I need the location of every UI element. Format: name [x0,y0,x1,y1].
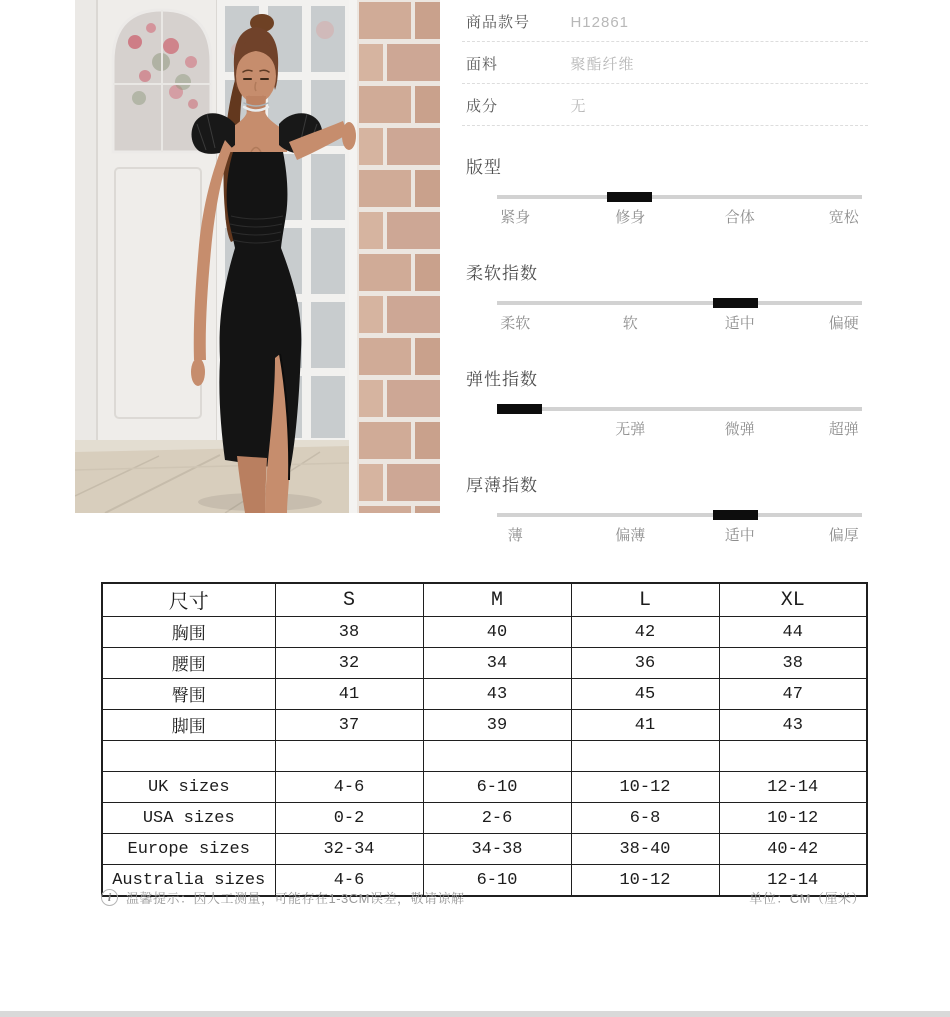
table-cell: Europe sizes [102,834,275,865]
slider-track-wrap [497,192,862,202]
table-header-cell: M [423,583,571,617]
table-cell: 2-6 [423,803,571,834]
slider-track [497,301,862,305]
table-cell: 36 [571,648,719,679]
table-cell [102,741,275,772]
slider-marker [713,298,758,308]
note-bar [101,888,865,907]
slider-track-wrap [497,298,862,308]
slider-label: 偏硬 [828,315,859,332]
measurement-tip: 温馨提示：因人工测量，可能存在1-3CM误差，敬请谅解 [126,891,465,906]
table-row-empty [102,741,867,772]
spec-label: 成分 [466,98,499,115]
table-header-cell: 尺寸 [102,583,275,617]
product-photo-illustration [75,0,440,513]
slider-label: 合体 [724,209,755,226]
spec-panel [462,0,868,544]
slider-title: 弹性指数 [466,370,538,389]
table-cell: 10-12 [571,865,719,897]
slider-labels [497,206,862,226]
table-cell: 12-14 [719,772,867,803]
table-cell: 43 [719,710,867,741]
info-icon: i [101,889,118,906]
table-row-europe-sizes [102,834,867,865]
brick-column [357,0,440,513]
table-cell: UK sizes [102,772,275,803]
door-frame-edge [349,0,357,513]
slider-label: 偏薄 [615,527,646,544]
slider-label: 柔软 [500,315,531,332]
slider-title: 厚薄指数 [466,476,538,495]
slider-track [497,407,862,411]
table-cell: 41 [275,679,423,710]
table-cell: 34 [423,648,571,679]
table-cell [571,741,719,772]
slider-fit-type [462,156,868,226]
table-cell: 6-10 [423,772,571,803]
slider-label: 薄 [507,527,523,544]
table-cell: 32-34 [275,834,423,865]
table-cell: 38-40 [571,834,719,865]
unit-label: 单位：CM（厘米） [749,891,865,906]
bottom-divider [0,1011,950,1017]
table-cell: 41 [571,710,719,741]
slider-marker [713,510,758,520]
table-cell: 40-42 [719,834,867,865]
table-cell: 45 [571,679,719,710]
table-cell: 10-12 [571,772,719,803]
right-hand [342,122,356,150]
slider-label: 微弹 [724,421,755,438]
slider-track [497,195,862,199]
table-cell: 6-8 [571,803,719,834]
table-cell: 4-6 [275,772,423,803]
table-cell: 37 [275,710,423,741]
product-photo[interactable] [75,0,440,513]
slider-title: 柔软指数 [466,264,538,283]
slider-labels [497,312,862,332]
table-cell: 腰围 [102,648,275,679]
table-cell: 32 [275,648,423,679]
table-cell: 43 [423,679,571,710]
slider-label: 修身 [615,209,646,226]
spec-row-style-number [462,0,868,42]
table-cell [423,741,571,772]
slider-track-wrap [497,510,862,520]
spec-label: 面料 [466,56,499,73]
table-cell: 38 [275,617,423,648]
table-row-hip [102,679,867,710]
index-sliders [462,156,868,544]
table-row-waist [102,648,867,679]
table-cell: 40 [423,617,571,648]
slider-marker [607,192,652,202]
table-cell: 47 [719,679,867,710]
table-cell [275,741,423,772]
slider-label: 紧身 [500,209,531,226]
table-cell: 脚围 [102,710,275,741]
table-header-row [102,583,867,617]
table-cell: 10-12 [719,803,867,834]
table-cell: 胸围 [102,617,275,648]
spec-value: H12861 [570,14,629,31]
slider-labels [497,418,862,438]
table-cell: 34-38 [423,834,571,865]
slider-label: 无弹 [615,421,646,438]
slider-label: 偏厚 [828,527,859,544]
table-row-uk-sizes [102,772,867,803]
slider-softness [462,262,868,332]
spec-value: 聚酯纤维 [570,56,635,73]
table-cell: 38 [719,648,867,679]
left-hand [191,358,205,386]
note-left [101,888,465,907]
table-cell: 12-14 [719,865,867,897]
slider-thickness [462,474,868,544]
slider-track-wrap [497,404,862,414]
table-header-cell: XL [719,583,867,617]
table-cell: 44 [719,617,867,648]
table-row-bust [102,617,867,648]
table-cell: 39 [423,710,571,741]
spec-label: 商品款号 [466,14,531,31]
spec-row-fabric [462,42,868,84]
table-cell [719,741,867,772]
table-cell: Australia sizes [102,865,275,897]
table-cell: 臀围 [102,679,275,710]
slider-marker [497,404,542,414]
table-cell: 6-10 [423,865,571,897]
slider-label: 宽松 [828,209,859,226]
table-row-leg [102,710,867,741]
slider-labels [497,524,862,544]
spec-value: 无 [570,98,587,115]
table-cell: 0-2 [275,803,423,834]
slider-label: 适中 [724,315,755,332]
table-header-cell: S [275,583,423,617]
slider-elasticity [462,368,868,438]
slider-label: 软 [622,315,638,332]
size-chart-table [101,582,868,897]
table-cell: 42 [571,617,719,648]
table-row-usa-sizes [102,803,867,834]
table-cell: USA sizes [102,803,275,834]
slider-title: 版型 [466,158,502,177]
slider-track [497,513,862,517]
table-header-cell: L [571,583,719,617]
slider-label: 超弹 [828,421,859,438]
slider-label: 适中 [724,527,755,544]
spec-row-composition [462,84,868,126]
table-cell: 4-6 [275,865,423,897]
